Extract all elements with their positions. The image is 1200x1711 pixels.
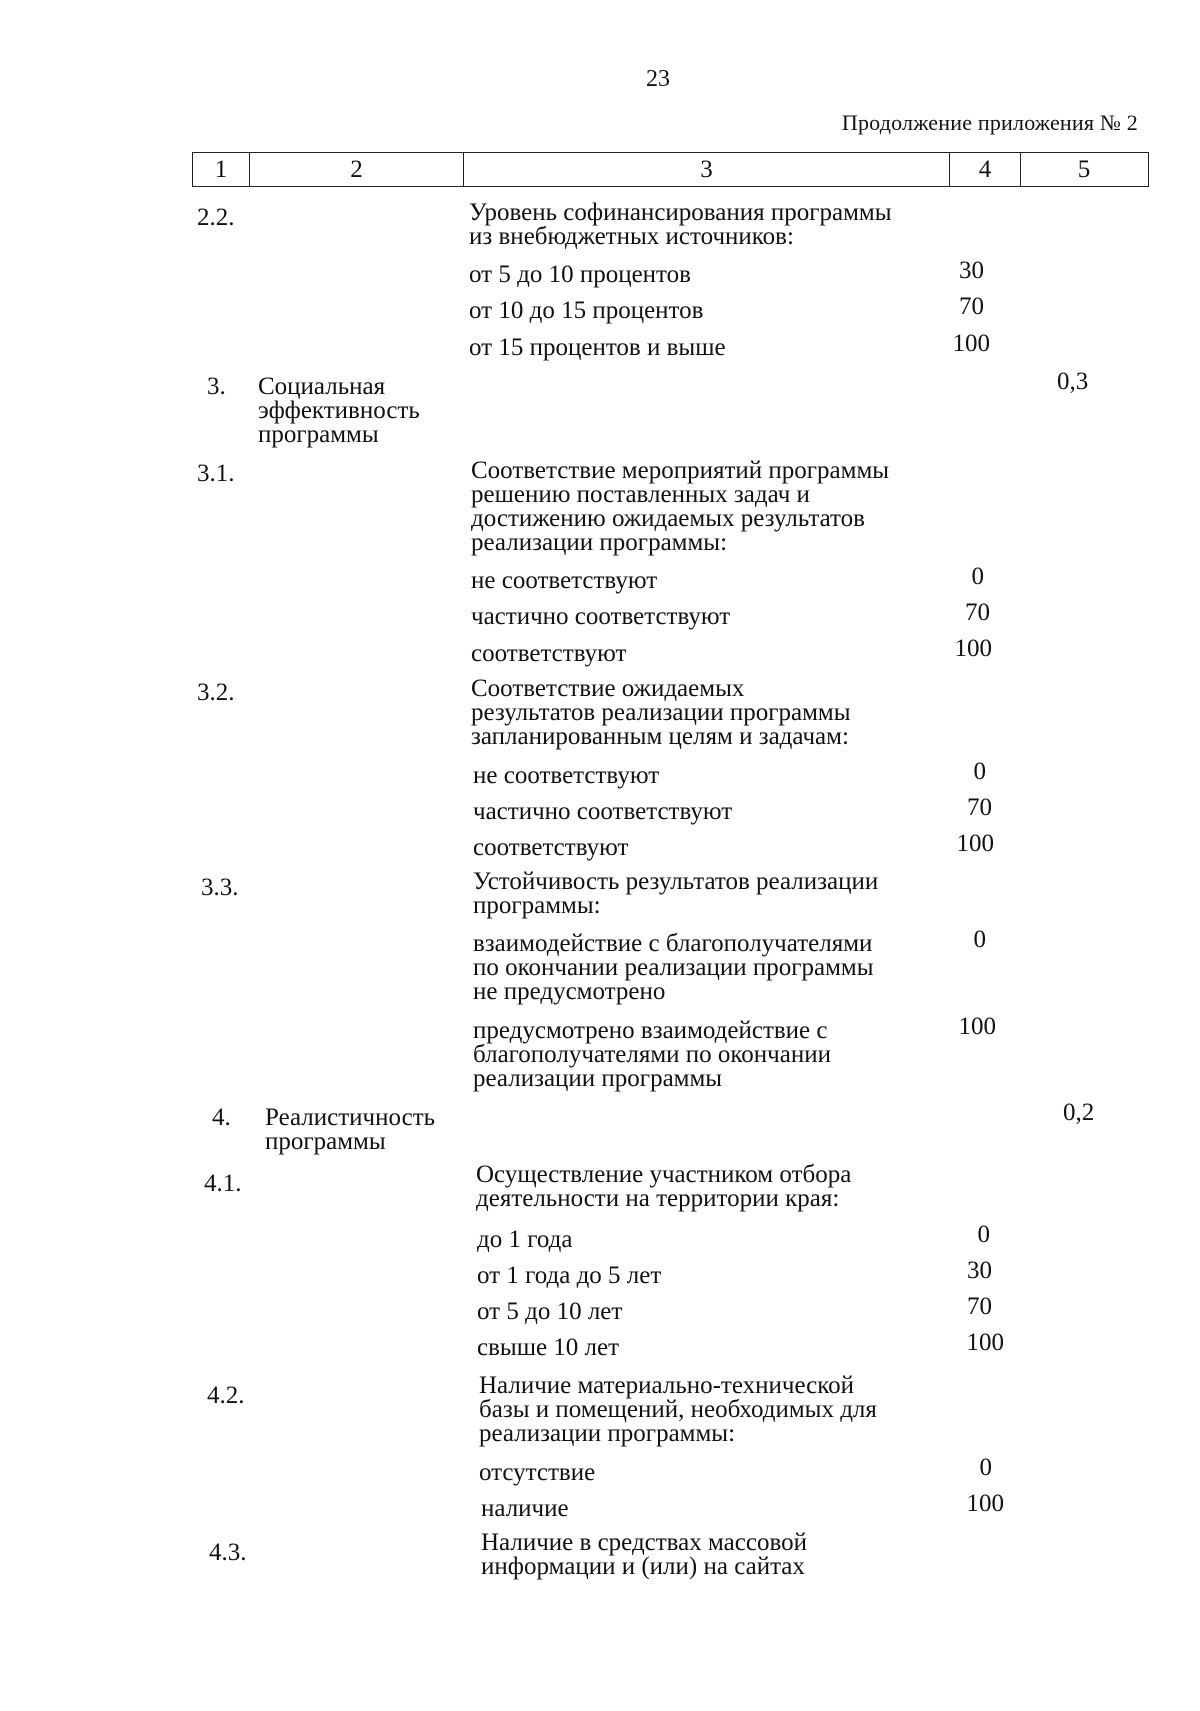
page-number: 23 xyxy=(646,66,670,92)
criterion-number: 4.2. xyxy=(207,1382,245,1409)
option-score: 100 xyxy=(952,330,990,357)
option-score: 0 xyxy=(979,1454,992,1481)
option-score: 100 xyxy=(958,1013,996,1040)
option-score: 0 xyxy=(977,1221,990,1248)
option-score: 0 xyxy=(973,758,986,785)
criterion-title-line: Наличие в средствах массовой xyxy=(481,1529,807,1556)
option-score: 30 xyxy=(959,257,984,284)
option-label-line: благополучателями по окончании xyxy=(473,1041,831,1068)
option-label-line: не предусмотрено xyxy=(473,978,666,1005)
criterion-number: 3.3. xyxy=(201,874,239,901)
section-weight: 0,3 xyxy=(1057,368,1089,395)
option-score: 70 xyxy=(965,599,990,626)
criterion-title-line: Наличие материально-технической xyxy=(479,1372,855,1399)
option-label: от 5 до 10 процентов xyxy=(469,261,691,288)
criterion-title-line: Осуществление участником отбора xyxy=(476,1161,852,1188)
option-label-line: реализации программы xyxy=(473,1065,723,1092)
criterion-number: 3.2. xyxy=(197,679,235,706)
criterion-title-line: результатов реализации программы xyxy=(471,699,851,726)
column-header-row xyxy=(192,152,1149,187)
criterion-title-line: базы и помещений, необходимых для xyxy=(479,1396,877,1423)
option-label: наличие xyxy=(481,1495,569,1522)
criterion-title-line: запланированным целям и задачам: xyxy=(471,723,849,750)
column-header-4: 4 xyxy=(950,153,1021,186)
section-weight: 0,2 xyxy=(1063,1099,1095,1126)
criterion-title-line: реализации программы: xyxy=(471,529,728,556)
option-label: от 10 до 15 процентов xyxy=(469,297,704,324)
option-score: 0 xyxy=(973,926,986,953)
section-name-line: Социальная xyxy=(258,373,386,400)
section-number: 3. xyxy=(207,373,226,400)
option-score: 70 xyxy=(959,293,984,320)
option-label: от 5 до 10 лет xyxy=(477,1298,623,1325)
appendix-note: Продолжение приложения № 2 xyxy=(841,110,1138,135)
section-number: 4. xyxy=(212,1104,231,1131)
option-label: частично соответствуют xyxy=(473,798,733,825)
option-label-line: предусмотрено взаимодействие с xyxy=(473,1017,828,1044)
criterion-title-line: Соответствие мероприятий программы xyxy=(471,457,890,484)
criterion-number: 4.3. xyxy=(209,1539,247,1566)
option-label: от 1 года до 5 лет xyxy=(477,1262,662,1289)
section-name-line: программы xyxy=(265,1128,386,1155)
option-score: 100 xyxy=(956,830,994,857)
option-label-line: по окончании реализации программы xyxy=(473,954,874,981)
option-label: соответствуют xyxy=(473,834,629,861)
option-label: соответствуют xyxy=(471,640,627,667)
criterion-title-line: деятельности на территории края: xyxy=(476,1185,840,1212)
criterion-title-line: Соответствие ожидаемых xyxy=(471,675,745,702)
criterion-title-line: решению поставленных задач и xyxy=(471,481,810,508)
option-label: свыше 10 лет xyxy=(477,1334,620,1361)
column-header-1: 1 xyxy=(193,153,250,186)
section-name-line: программы xyxy=(258,421,379,448)
column-header-3: 3 xyxy=(464,153,950,186)
criterion-title-line: Уровень софинансирования программы xyxy=(469,199,892,226)
section-name-line: эффективность xyxy=(258,397,420,424)
criterion-title-line: из внебюджетных источников: xyxy=(469,223,794,250)
option-label: отсутствие xyxy=(479,1459,596,1486)
option-label: не соответствуют xyxy=(473,762,660,789)
criterion-title-line: программы: xyxy=(473,892,601,919)
column-header-5: 5 xyxy=(1077,155,1091,183)
option-score: 0 xyxy=(971,563,984,590)
criterion-number: 4.1. xyxy=(204,1170,242,1197)
section-name-line: Реалистичность xyxy=(265,1104,436,1131)
option-score: 100 xyxy=(966,1329,1004,1356)
option-score: 70 xyxy=(967,794,992,821)
criterion-title-line: реализации программы: xyxy=(479,1420,736,1447)
option-label: до 1 года xyxy=(477,1226,573,1253)
option-label: от 15 процентов и выше xyxy=(469,334,726,361)
criterion-number: 3.1. xyxy=(197,460,235,487)
option-label: частично соответствуют xyxy=(471,603,731,630)
option-label: не соответствуют xyxy=(471,567,658,594)
criterion-title-line: Устойчивость результатов реализации xyxy=(473,868,879,895)
column-header-2: 2 xyxy=(250,153,464,186)
criterion-number: 2.2. xyxy=(197,204,235,231)
option-label-line: взаимодействие с благополучателями xyxy=(473,930,873,957)
option-score: 30 xyxy=(967,1257,992,1284)
criterion-title-line: достижению ожидаемых результатов xyxy=(471,505,865,532)
criterion-title-line: информации и (или) на сайтах xyxy=(481,1553,805,1580)
option-score: 70 xyxy=(967,1293,992,1320)
option-score: 100 xyxy=(954,635,992,662)
option-score: 100 xyxy=(966,1490,1004,1517)
